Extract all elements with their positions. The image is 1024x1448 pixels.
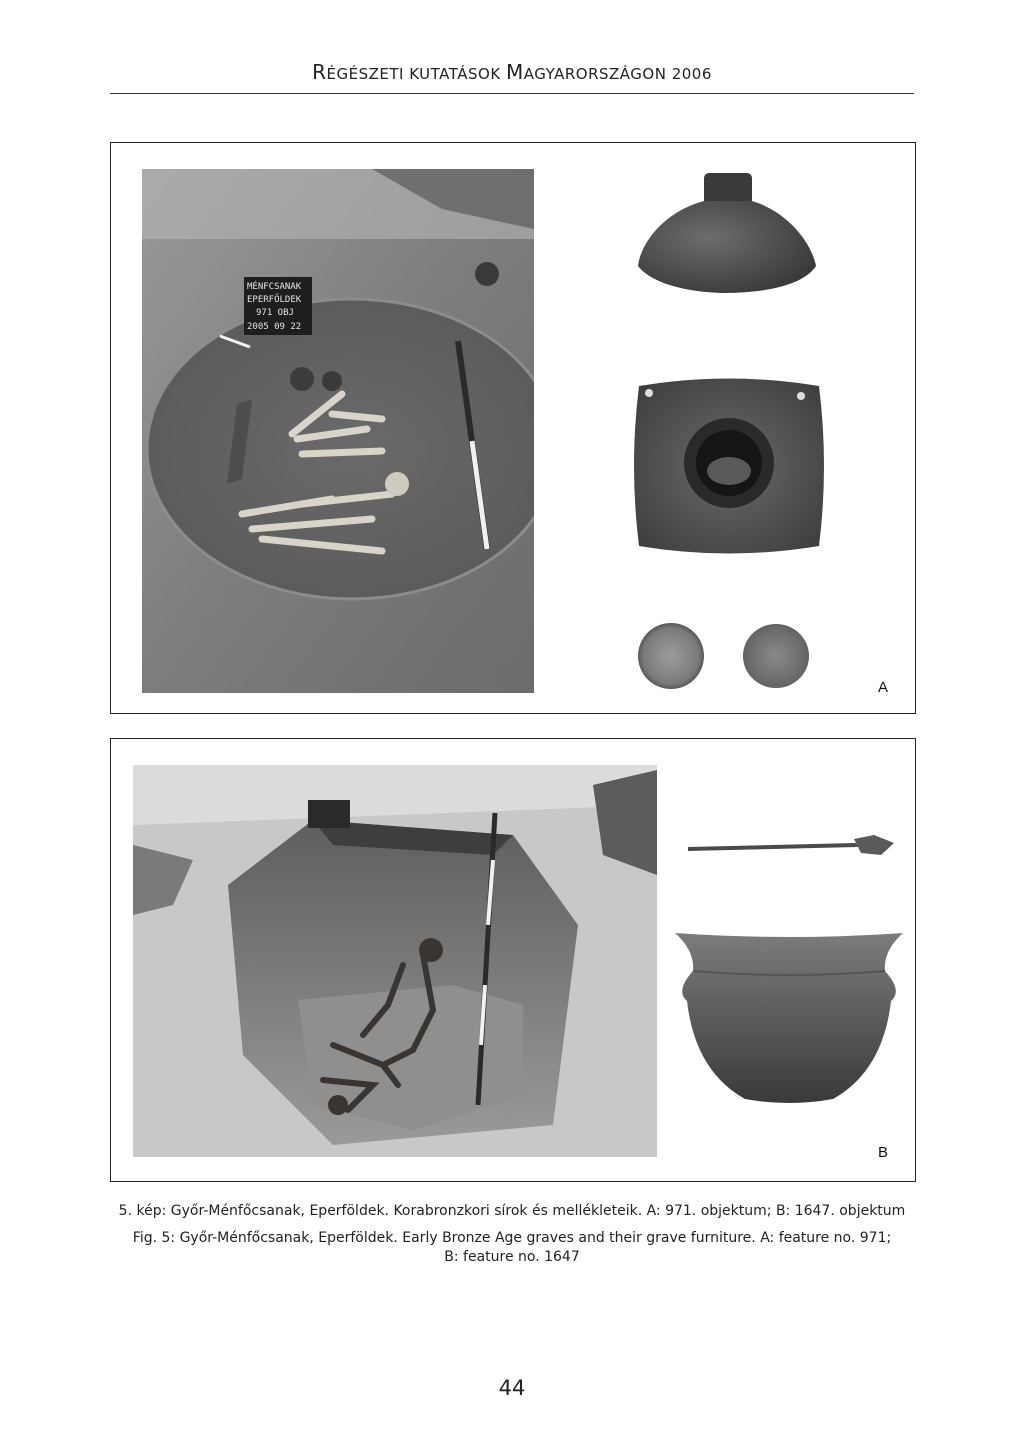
figure-panel-a: [110, 142, 916, 714]
running-head-initial-1: R: [312, 60, 327, 84]
header-rule: [110, 93, 914, 94]
panel-b-label: B: [878, 1144, 889, 1161]
sign-line-2: EPERFÖLDEK: [247, 295, 302, 305]
find-sign-board-b: [308, 800, 350, 828]
grave-1647-excavation-photo: [133, 765, 657, 1157]
sign-line-4: 2005 09 22: [247, 322, 302, 332]
ceramic-pot-photo: [673, 931, 905, 1103]
running-head-initial-2: M: [505, 60, 524, 84]
figure-caption-en-line-2: B: feature no. 1647: [444, 1249, 580, 1265]
running-head-part-1: ÉGÉSZETI KUTATÁSOK: [326, 65, 506, 83]
running-head-part-2: AGYARORSZÁGON 2006: [523, 65, 712, 83]
grave-971-excavation-photo: [142, 169, 534, 693]
running-head: [0, 60, 1024, 84]
figure-caption-en-line-1: Fig. 5: Győr-Ménfőcsanak, Eperföldek. Early Bronze Age graves and their grave furniture. A: feature no. 971;: [132, 1230, 892, 1246]
bronze-pin-photo: [686, 833, 898, 863]
sign-line-1: MÉNFCSANAK: [247, 282, 302, 292]
sign-line-3: 971 OBJ: [256, 308, 294, 318]
page-number: 44: [498, 1376, 526, 1400]
vessel-top-view-photo: [631, 371, 827, 561]
figure-panel-b: [110, 738, 916, 1182]
panel-a-label: A: [878, 679, 889, 696]
figure-caption-hu: 5. kép: Győr-Ménfőcsanak, Eperföldek. Korabronzkori sírok és mellékleteik. A: 971. objektum; B: 1647. objektum: [118, 1203, 906, 1219]
clay-balls-photo: [631, 618, 831, 693]
vessel-side-view-photo: [626, 171, 826, 299]
